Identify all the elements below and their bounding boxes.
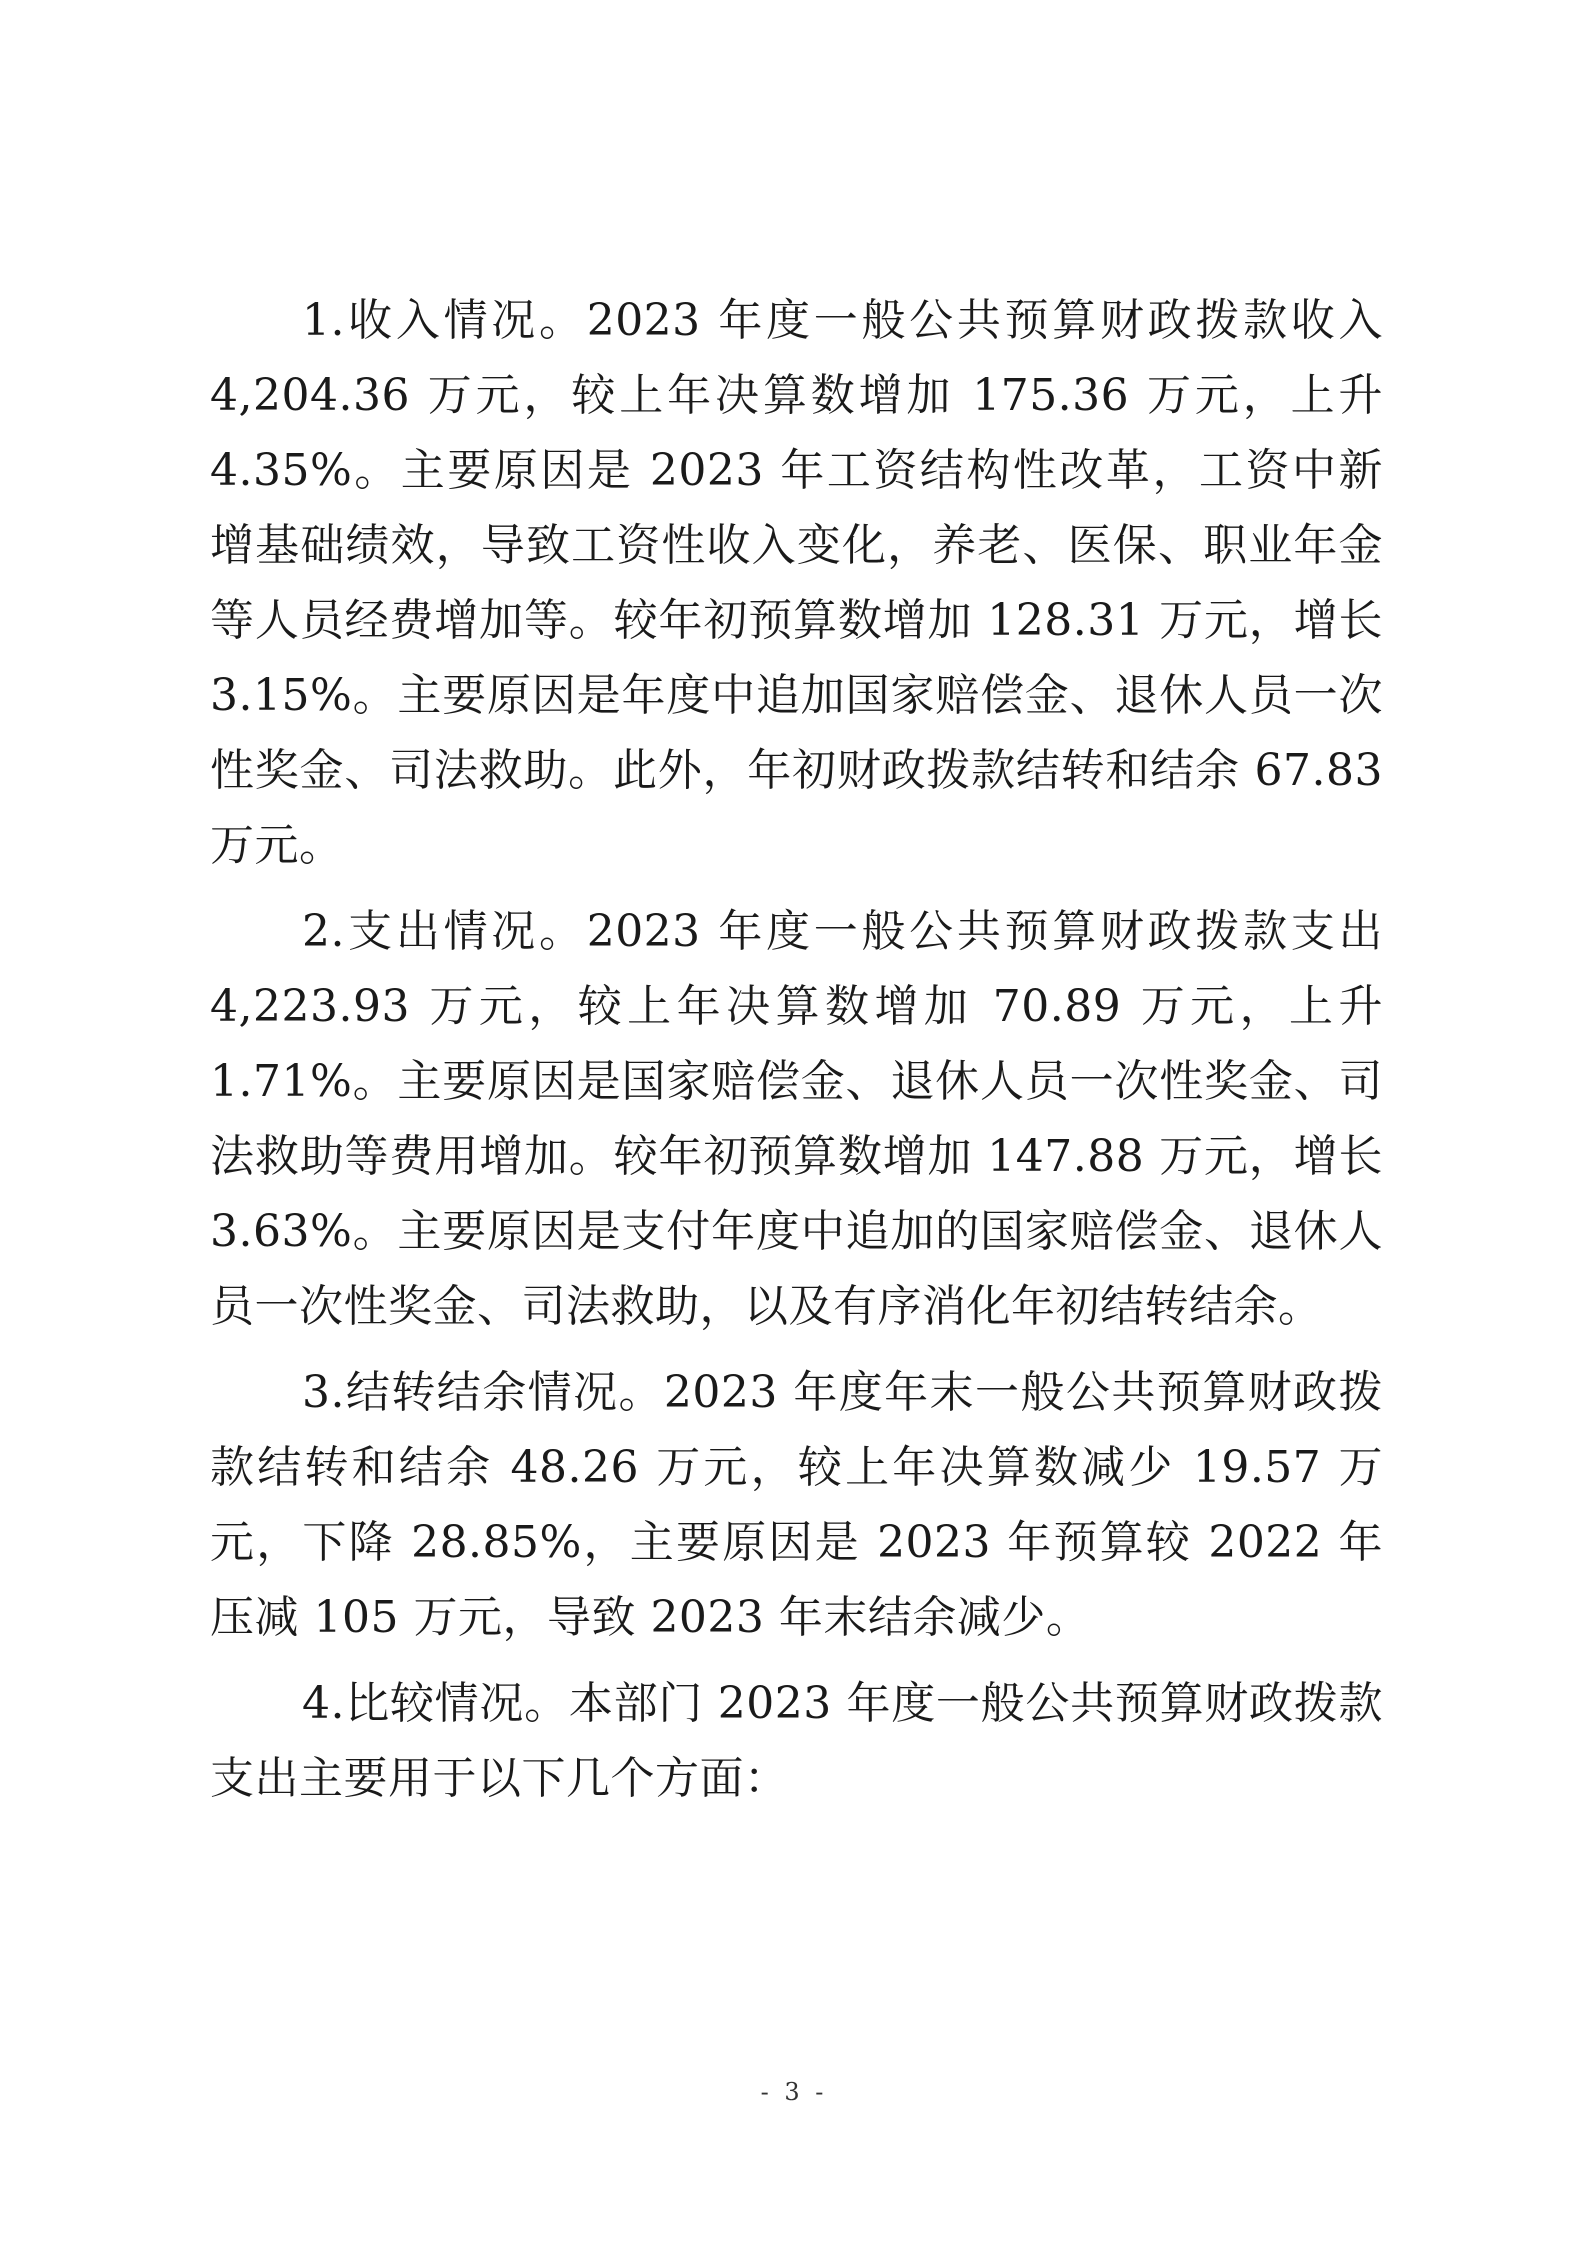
paragraph-income: 1.收入情况。2023 年度一般公共预算财政拨款收入 4,204.36 万元，较上年决算数增加 175.36 万元，上升 4.35%。主要原因是 2023 年工资结构性改革，工资中新增基础绩效，导致工资性收入变化，养老、医保、职业年金等人员经费增加等。较年初预算数增加 128.31 万元，增长 3.15%。主要原因是年度中追加国家赔偿金、退休人员一次性奖金、司法救助。此外，年初财政拨款结转和结余 67.83 万元。: [210, 295, 1383, 871]
paragraph-comparison: 4.比较情况。本部门 2023 年度一般公共预算财政拨款支出主要用于以下几个方面：: [210, 1678, 1383, 1804]
paragraph-expenditure: 2.支出情况。2023 年度一般公共预算财政拨款支出 4,223.93 万元，较上年决算数增加 70.89 万元，上升 1.71%。主要原因是国家赔偿金、退休人员一次性奖金、司法救助等费用增加。较年初预算数增加 147.88 万元，增长 3.63%。主要原因是支付年度中追加的国家赔偿金、退休人员一次性奖金、司法救助，以及有序消化年初结转结余。: [210, 906, 1383, 1332]
page-number: - 3 -: [760, 2078, 828, 2106]
paragraph-carryover: 3.结转结余情况。2023 年度年末一般公共预算财政拨款结转和结余 48.26 万元，较上年决算数减少 19.57 万元，下降 28.85%，主要原因是 2023 年预算较 2022 年压减 105 万元，导致 2023 年末结余减少。: [210, 1367, 1383, 1643]
document-body: [210, 283, 1383, 1827]
